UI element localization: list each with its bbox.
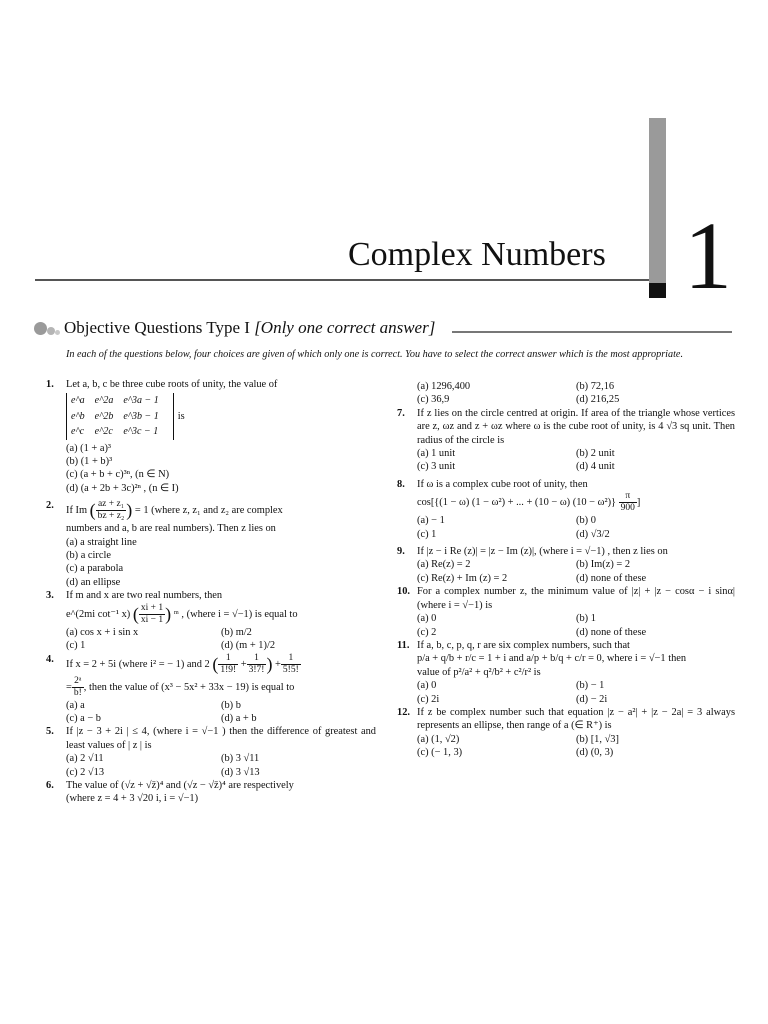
question-5 bbox=[46, 725, 376, 752]
question-text: If |z − 3 + 2i | ≤ 4, (where i = √−1 ) then the difference of greatest and least values of | z | is bbox=[66, 726, 376, 751]
question-text: e^(2mi cot⁻¹ x) bbox=[66, 608, 131, 620]
question-1 bbox=[46, 378, 376, 391]
option-c: (c) 1 bbox=[417, 528, 437, 540]
question-8: 8. If ω is a complex cube root of unity, then cos[{(1 − ω) (1 − ω²) + ... + (10 − ω) (10 − ω²)} $\frac{\pi}{900}$ ] bbox=[397, 478, 735, 514]
det-cell: e^3c − 1 bbox=[123, 426, 159, 438]
option-row bbox=[46, 712, 376, 725]
question-text: If x = 2 + 5i (where i² = − 1) and 2 bbox=[66, 658, 210, 670]
det-cell: e^a bbox=[71, 395, 85, 407]
question-number: 4. bbox=[46, 653, 54, 665]
question-text: If m and x are two real numbers, then bbox=[66, 590, 223, 602]
option-row bbox=[397, 612, 735, 625]
section-heading-main: Objective Questions Type I bbox=[64, 318, 250, 337]
question-text: numbers and a, b are real numbers). Then z lies on bbox=[66, 523, 276, 535]
option-b: (b) (1 + b)³ bbox=[66, 456, 113, 468]
option-row bbox=[46, 699, 376, 712]
option-b: (b) 72,16 bbox=[576, 381, 615, 392]
determinant bbox=[66, 393, 174, 439]
det-cell: e^2c bbox=[94, 426, 113, 438]
option-row bbox=[46, 626, 376, 639]
fraction: $\frac{1}{3!7!}$ bbox=[248, 652, 265, 675]
option-b: (b) a circle bbox=[66, 550, 111, 562]
option-a: (a) a straight line bbox=[66, 536, 137, 548]
option-a: (a) cos x + i sin x bbox=[66, 626, 139, 638]
fraction: $\frac{\pi}{900}$ bbox=[620, 491, 635, 514]
question-number: 8. bbox=[397, 478, 405, 490]
question-text: If Im bbox=[66, 505, 88, 517]
question-text: ᵐ , (where i = √−1) is equal to bbox=[173, 608, 298, 620]
option-c: (c) 2 √13 bbox=[66, 766, 105, 778]
question-number: 2. bbox=[46, 500, 54, 512]
question-text: If a, b, c, p, q, r are six complex numbers, such that bbox=[417, 639, 630, 651]
question-number: 11. bbox=[397, 639, 410, 651]
option-c: (c) a parabola bbox=[66, 563, 124, 575]
option-c: (c) Re(z) + Im (z) = 2 bbox=[417, 572, 508, 584]
option-row bbox=[397, 393, 735, 406]
question-11 bbox=[397, 639, 735, 679]
option-row bbox=[397, 746, 735, 759]
option-b: (b) 1 bbox=[576, 613, 596, 625]
question-text: value of p²/a² + q²/b² + c²/r² is bbox=[417, 666, 541, 678]
title-rule bbox=[35, 279, 649, 281]
fraction: $\frac{1}{5!5!}$ bbox=[282, 652, 299, 675]
determinant-row bbox=[46, 391, 376, 441]
option-b: (b) 3 √11 bbox=[221, 753, 260, 765]
chapter-bar-block bbox=[649, 283, 666, 298]
fraction: $\frac{xi + 1}{xi - 1}$ bbox=[140, 602, 164, 625]
section-heading bbox=[64, 318, 435, 338]
right-column bbox=[397, 380, 735, 760]
option-row bbox=[46, 766, 376, 779]
option-row bbox=[397, 460, 735, 473]
fraction: $\frac{\text{az + z₁}}{\text{bz + z₂}}$ bbox=[97, 499, 125, 522]
option-c: (c) 2 bbox=[417, 626, 437, 638]
option-b: (b) 2 unit bbox=[576, 448, 615, 460]
det-cell: e^b bbox=[71, 410, 85, 422]
option-a: (a) − 1 bbox=[417, 515, 445, 527]
question-number: 7. bbox=[397, 407, 405, 419]
question-text: is bbox=[177, 410, 185, 422]
chapter-title: Complex Numbers bbox=[348, 236, 606, 273]
instructions: In each of the questions below, four choices are given of which only one is correct. You have to select the correct answer which is the most appropriate. bbox=[66, 349, 683, 360]
question-text: Let a, b, c be three cube roots of unity, the value of bbox=[66, 379, 278, 390]
option-row bbox=[397, 447, 735, 460]
question-number: 12. bbox=[397, 706, 410, 718]
option-row bbox=[397, 572, 735, 585]
option-row bbox=[397, 733, 735, 746]
option-c: (c) a − b bbox=[66, 712, 101, 724]
question-7 bbox=[397, 407, 735, 447]
question-9 bbox=[397, 545, 735, 558]
det-cell: e^c bbox=[71, 426, 85, 438]
det-cell: e^2a bbox=[94, 395, 114, 407]
option-row bbox=[397, 380, 735, 393]
question-number: 10. bbox=[397, 586, 410, 598]
question-4: 4. If x = 2 + 5i (where i² = − 1) and 2 ( $\frac{1}{1!9!}$ + $\frac{1}{3!7!}$ ) + $\frac{1}{5!5!}$ = $\frac{\text{2ᵃ}}{b!}$ , then the value of (x³ − 5x² + 33x − 19) is equal to bbox=[46, 652, 299, 698]
option-a: (a) Re(z) = 2 bbox=[417, 559, 471, 571]
fraction: $\frac{1}{1!9!}$ bbox=[220, 652, 237, 675]
det-cell: e^3a − 1 bbox=[123, 395, 159, 407]
question-text: If z lies on the circle centred at origin. If area of the triangle whose vertices are z, ωz and z + ωz where ω is the cube root of unity, is 4 √3 sq unit. Then radius of the circle is bbox=[417, 407, 735, 446]
option-c: (c) (− 1, 3) bbox=[417, 747, 463, 759]
option-row bbox=[397, 679, 735, 692]
option-a: (a) (1 + a)³ bbox=[66, 442, 112, 454]
option-a: (a) 0 bbox=[417, 680, 437, 692]
section-rule bbox=[452, 331, 732, 333]
option-a: (a) a bbox=[66, 699, 85, 711]
chapter-bar-decoration bbox=[649, 118, 666, 283]
option-row bbox=[46, 639, 376, 652]
question-text: If ω is a complex cube root of unity, then bbox=[417, 478, 588, 490]
question-number: 6. bbox=[46, 779, 54, 791]
option-row bbox=[397, 626, 735, 639]
question-12 bbox=[397, 706, 735, 733]
option-d: (d) 4 unit bbox=[576, 461, 615, 473]
question-3: 3. If m and x are two real numbers, then e^(2mi cot⁻¹ x) ( $\frac{xi + 1}{xi - 1}$ ) ᵐ , (where i = √−1) is equal to bbox=[46, 589, 376, 625]
option-b: (b) m/2 bbox=[221, 626, 252, 638]
question-text: If |z − i Re (z)| = |z − Im (z)|, (where i = √−1) , then z lies on bbox=[417, 546, 668, 558]
option-d: (d) √3/2 bbox=[576, 528, 610, 540]
question-number: 1. bbox=[46, 379, 54, 390]
left-column bbox=[46, 378, 376, 806]
option-a: (a) 1 unit bbox=[417, 448, 456, 460]
option-a: (a) 2 √11 bbox=[66, 753, 104, 765]
question-10 bbox=[397, 585, 735, 612]
option-a: (a) (1, √2) bbox=[417, 733, 460, 745]
option-b: (b) [1, √3] bbox=[576, 733, 619, 745]
option-c: (c) 1 bbox=[66, 640, 86, 652]
option-d: (d) a + b bbox=[221, 712, 257, 724]
question-text: cos[{(1 − ω) (1 − ω²) + ... + (10 − ω) (10 − ω²)} bbox=[417, 497, 617, 509]
question-number: 3. bbox=[46, 590, 54, 602]
chapter-number: 1 bbox=[684, 202, 732, 309]
question-6 bbox=[46, 779, 376, 806]
option-a: (a) 0 bbox=[417, 613, 437, 625]
option-b: (b) Im(z) = 2 bbox=[576, 559, 631, 571]
question-number: 9. bbox=[397, 546, 405, 558]
option-d: (d) (m + 1)/2 bbox=[221, 640, 276, 652]
option-b: (b) − 1 bbox=[576, 680, 605, 692]
option-d: (d) 3 √13 bbox=[221, 766, 260, 778]
question-text: The value of (√z + √z̄)⁴ and (√z − √z̄)⁴ are respectively bbox=[66, 779, 294, 791]
question-text: For a complex number z, the minimum value of |z| + |z − cosα − i sinα| (where i = √−1) is bbox=[417, 586, 735, 611]
question-text: = 1 (where z, z₁ and z₂ are complex bbox=[134, 505, 283, 517]
option-a: (a) 1296,400 bbox=[417, 381, 471, 392]
question-2: 2. If Im ( $\frac{\text{az + z₁}}{\text{bz + z₂}}$ ) = 1 (where z, z₁ and z₂ are complex numbers and a, b are real numbers). Then z lies on bbox=[46, 499, 376, 535]
option-d: (d) − 2i bbox=[576, 693, 608, 705]
option-d: (d) 216,25 bbox=[576, 394, 620, 406]
option-row bbox=[397, 514, 735, 527]
option-b: (b) 0 bbox=[576, 515, 596, 527]
det-cell: e^2b bbox=[94, 410, 114, 422]
option-d: (d) (0, 3) bbox=[576, 747, 614, 759]
question-text: , then the value of (x³ − 5x² + 33x − 19) is equal to bbox=[83, 681, 295, 693]
option-d: (d) none of these bbox=[576, 572, 647, 584]
option-c: (c) 3 unit bbox=[417, 461, 456, 473]
question-text: If z be complex number such that equation |z − a²| + |z − 2a| = 3 always represents an ellipse, then range of a (∈ R⁺) is bbox=[417, 706, 735, 732]
option-row bbox=[397, 693, 735, 706]
question-text: p/a + q/b + r/c = 1 + i and a/p + b/q + c/r = 0, where i = √−1 then bbox=[417, 653, 687, 665]
section-heading-sub: [Only one correct answer] bbox=[249, 318, 436, 337]
option-c: (c) 36,9 bbox=[417, 394, 450, 406]
option-d: (d) an ellipse bbox=[66, 576, 121, 588]
option-row bbox=[397, 528, 735, 541]
fraction: $\frac{\text{2ᵃ}}{b!}$ bbox=[73, 675, 82, 698]
option-d: (d) none of these bbox=[576, 626, 647, 638]
question-text: (where z = 4 + 3 √20 i, i = √−1) bbox=[66, 793, 199, 805]
option-c: (c) 2i bbox=[417, 693, 440, 705]
option-d: (d) (a + 2b + 3c)²ⁿ , (n ∈ I) bbox=[66, 482, 179, 494]
option-b: (b) b bbox=[221, 699, 241, 711]
det-cell: e^3b − 1 bbox=[123, 410, 159, 422]
option-c: (c) (a + b + c)³ⁿ, (n ∈ N) bbox=[66, 469, 170, 481]
option-row bbox=[46, 752, 376, 765]
question-number: 5. bbox=[46, 726, 54, 738]
option-row bbox=[397, 558, 735, 571]
